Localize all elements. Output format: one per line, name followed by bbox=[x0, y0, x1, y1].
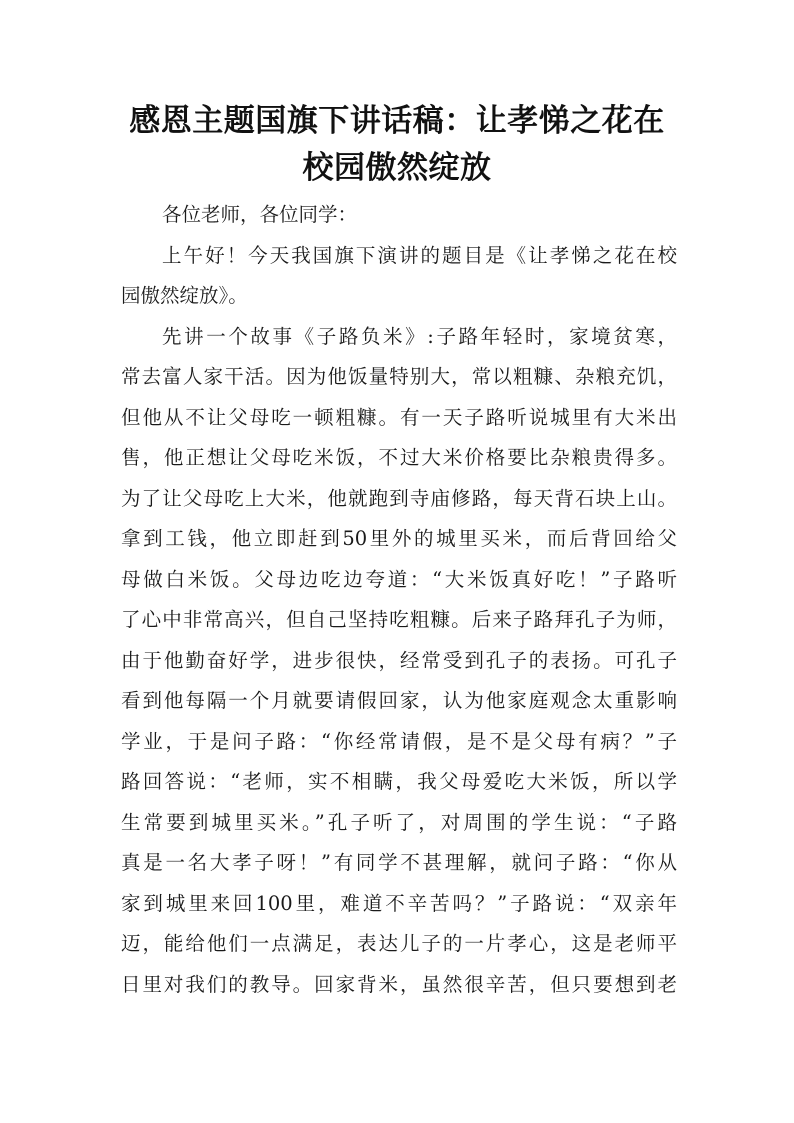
paragraph-line: 但他从不让父母吃一顿粗糠。有一天子路听说城里有大米出 bbox=[121, 405, 677, 429]
paragraph-line: 家到城里来回100里，难道不辛苦吗？”子路说：“双亲年 bbox=[121, 891, 677, 915]
page-title bbox=[110, 98, 684, 192]
paragraph-line: 园傲然绽放》。 bbox=[121, 284, 248, 307]
paragraph-line: 看到他每隔一个月就要请假回家，认为他家庭观念太重影响 bbox=[121, 689, 677, 712]
speech-body bbox=[121, 195, 677, 1005]
paragraph-line: 由于他勤奋好学，进步很快，经常受到孔子的表扬。可孔子 bbox=[121, 648, 677, 672]
paragraph-line: 真是一名大孝子呀！”有同学不甚理解，就问子路：“你从 bbox=[121, 851, 677, 874]
paragraph-line: 了心中非常高兴，但自己坚持吃粗糠。后来子路拜孔子为师， bbox=[121, 608, 677, 631]
paragraph-line: 日里对我们的教导。回家背米，虽然很辛苦，但只要想到老 bbox=[121, 972, 677, 996]
paragraph-line: 拿到工钱，他立即赶到50里外的城里买米，而后背回给父 bbox=[121, 527, 677, 550]
title-line-1: 感恩主题国旗下讲话稿：让孝悌之花在 bbox=[129, 103, 665, 139]
paragraph-line: 先讲一个故事《子路负米》:子路年轻时，家境贫寒， bbox=[162, 324, 677, 348]
paragraph-line: 为了让父母吃上大米，他就跑到寺庙修路，每天背石块上山。 bbox=[121, 486, 677, 510]
salutation: 各位老师，各位同学： bbox=[162, 203, 358, 226]
paragraph-line: 学业，于是问子路：“你经常请假，是不是父母有病？”子 bbox=[121, 729, 677, 753]
paragraph-line: 常去富人家干活。因为他饭量特别大，常以粗糠、杂粮充饥， bbox=[121, 365, 677, 388]
paragraph-line: 生常要到城里买米。”孔子听了，对周围的学生说：“子路 bbox=[121, 810, 677, 834]
title-line-2: 校园傲然绽放 bbox=[302, 150, 492, 186]
paragraph-line: 路回答说：“老师，实不相瞒，我父母爱吃大米饭，所以学 bbox=[121, 770, 677, 793]
paragraph-line: 售，他正想让父母吃米饭，不过大米价格要比杂粮贵得多。 bbox=[121, 446, 677, 469]
paragraph-line: 母做白米饭。父母边吃边夸道：“大米饭真好吃！”子路听 bbox=[121, 567, 677, 591]
paragraph-line: 迈，能给他们一点满足，表达儿子的一片孝心，这是老师平 bbox=[121, 932, 677, 955]
paragraph-line: 上午好！今天我国旗下演讲的题目是《让孝悌之花在校 bbox=[162, 243, 677, 267]
